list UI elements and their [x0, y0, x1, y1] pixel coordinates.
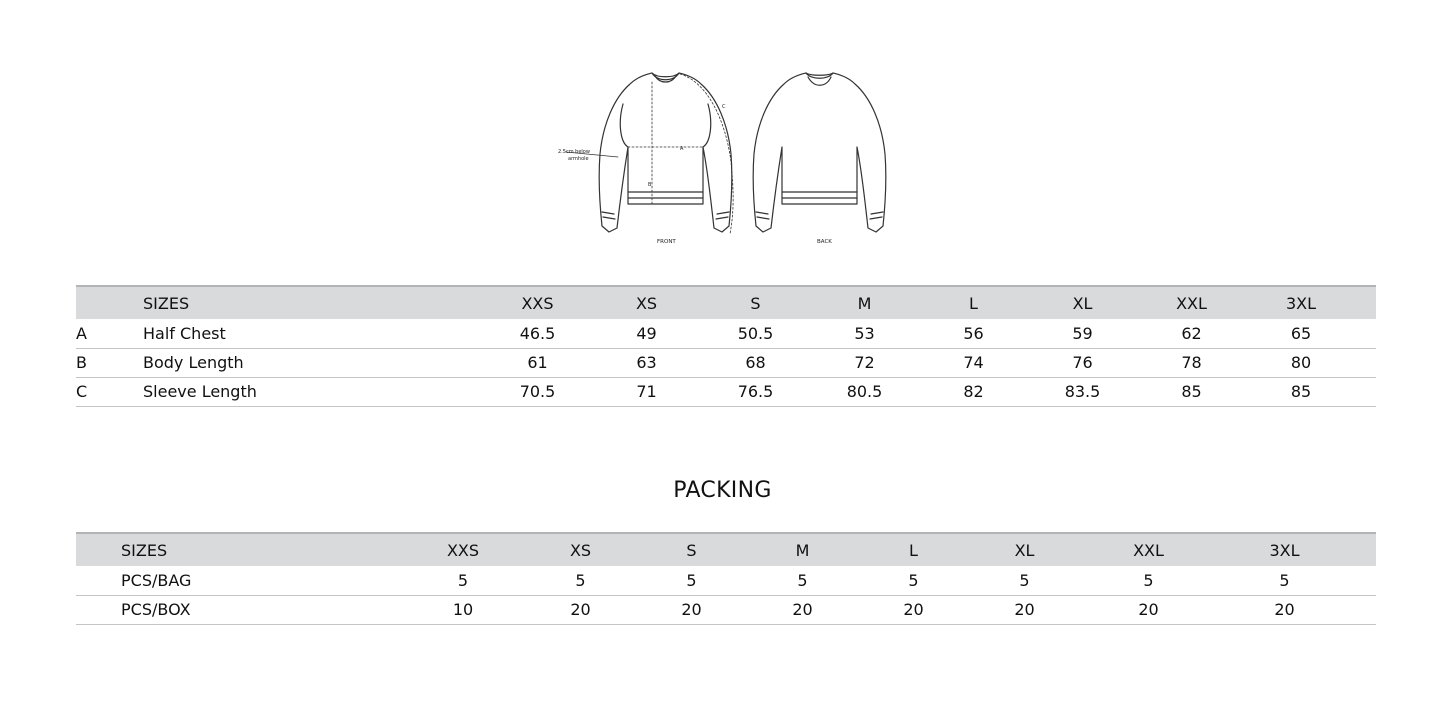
row-label: Sleeve Length: [143, 377, 483, 406]
size-header: L: [919, 286, 1028, 319]
size-chart-table: [76, 285, 1376, 407]
quantity-cell: 5: [401, 566, 525, 595]
measurement-cell: 76: [1028, 348, 1137, 377]
measurement-cell: 50.5: [701, 319, 810, 348]
quantity-cell: 20: [747, 595, 858, 624]
table-row: [76, 566, 1376, 595]
measurement-cell: 61: [483, 348, 592, 377]
measurement-cell: 46.5: [483, 319, 592, 348]
measurement-cell: 80.5: [810, 377, 919, 406]
back-label: BACK: [817, 239, 832, 245]
quantity-cell: 20: [525, 595, 636, 624]
size-header: XXS: [401, 533, 525, 566]
measurement-cell: 62: [1137, 319, 1246, 348]
packing-title: PACKING: [673, 478, 772, 503]
measurement-cell: 56: [919, 319, 1028, 348]
size-header: S: [636, 533, 747, 566]
quantity-cell: 5: [969, 566, 1080, 595]
size-header: XXL: [1080, 533, 1217, 566]
measurement-cell: 76.5: [701, 377, 810, 406]
size-header: XL: [1028, 286, 1137, 319]
measurement-cell: 53: [810, 319, 919, 348]
row-spacer-cell: [76, 566, 121, 595]
size-header: XXS: [483, 286, 592, 319]
quantity-cell: 5: [747, 566, 858, 595]
garment-diagram: [548, 62, 908, 258]
quantity-cell: 20: [636, 595, 747, 624]
size-header: XS: [592, 286, 701, 319]
marker-a: A: [680, 146, 684, 152]
header-code-cell: [76, 286, 143, 319]
measurement-cell: 49: [592, 319, 701, 348]
packing-header-row: [76, 533, 1376, 566]
measurement-cell: 74: [919, 348, 1028, 377]
packing-sizes-header-label: SIZES: [121, 533, 401, 566]
size-header: XS: [525, 533, 636, 566]
row-code: C: [76, 377, 143, 406]
measurement-cell: 72: [810, 348, 919, 377]
quantity-cell: 5: [858, 566, 969, 595]
sizes-header-label: SIZES: [143, 286, 483, 319]
measurement-cell: 78: [1137, 348, 1246, 377]
row-code: A: [76, 319, 143, 348]
quantity-cell: 20: [1217, 595, 1376, 624]
measurement-cell: 71: [592, 377, 701, 406]
marker-b: B: [648, 182, 652, 188]
armhole-note-line1: 2.5cm below: [558, 149, 590, 155]
size-header: M: [747, 533, 858, 566]
table-row: [76, 377, 1376, 406]
marker-c: C: [722, 104, 726, 110]
armhole-note-line2: armhole: [568, 156, 589, 162]
size-header: S: [701, 286, 810, 319]
quantity-cell: 20: [858, 595, 969, 624]
size-header: XXL: [1137, 286, 1246, 319]
quantity-cell: 20: [1080, 595, 1217, 624]
back-sweatshirt-drawing: [753, 73, 886, 232]
size-header: XL: [969, 533, 1080, 566]
size-chart-header-row: [76, 286, 1376, 319]
size-header: 3XL: [1246, 286, 1376, 319]
front-sweatshirt-drawing: [566, 73, 733, 234]
row-label: PCS/BAG: [121, 566, 401, 595]
quantity-cell: 5: [1080, 566, 1217, 595]
measurement-cell: 70.5: [483, 377, 592, 406]
packing-table: [76, 532, 1376, 625]
size-header: L: [858, 533, 969, 566]
size-header: M: [810, 286, 919, 319]
row-label: Body Length: [143, 348, 483, 377]
quantity-cell: 20: [969, 595, 1080, 624]
row-code: B: [76, 348, 143, 377]
measurement-cell: 68: [701, 348, 810, 377]
front-label: FRONT: [657, 239, 676, 245]
quantity-cell: 10: [401, 595, 525, 624]
size-header: 3XL: [1217, 533, 1376, 566]
measurement-cell: 85: [1246, 377, 1376, 406]
table-row: [76, 595, 1376, 624]
header-spacer-cell: [76, 533, 121, 566]
quantity-cell: 5: [525, 566, 636, 595]
quantity-cell: 5: [1217, 566, 1376, 595]
measurement-cell: 59: [1028, 319, 1137, 348]
row-label: Half Chest: [143, 319, 483, 348]
measurement-cell: 63: [592, 348, 701, 377]
row-label: PCS/BOX: [121, 595, 401, 624]
quantity-cell: 5: [636, 566, 747, 595]
row-spacer-cell: [76, 595, 121, 624]
measurement-cell: 65: [1246, 319, 1376, 348]
measurement-cell: 85: [1137, 377, 1246, 406]
measurement-cell: 82: [919, 377, 1028, 406]
table-row: [76, 319, 1376, 348]
table-row: [76, 348, 1376, 377]
measurement-cell: 80: [1246, 348, 1376, 377]
measurement-cell: 83.5: [1028, 377, 1137, 406]
